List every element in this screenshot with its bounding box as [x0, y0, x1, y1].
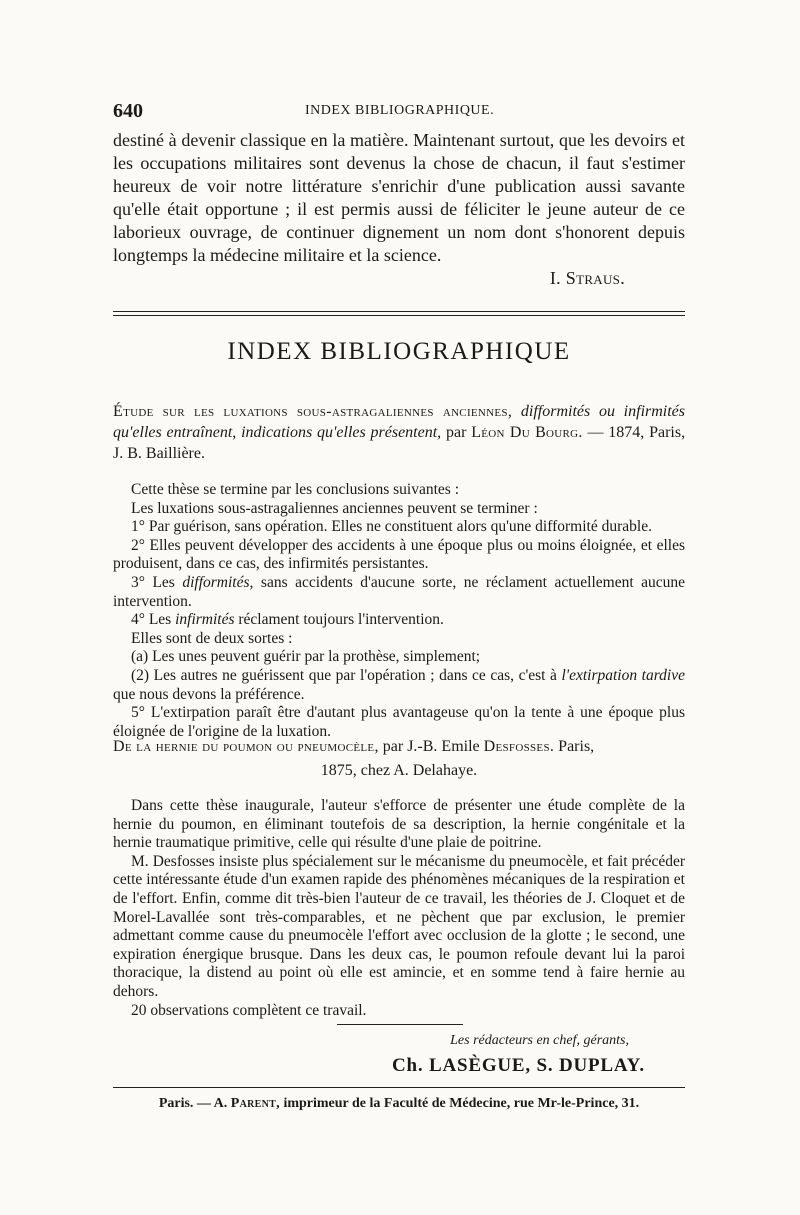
entry-1-title: Étude sur les luxations sous-astragaliennes anciennes, difformités ou infirmités qu'elles entraînent, indications qu'elles présentent, par Léon Du Bourg. — 1874, Paris, J. B. Baillière. [113, 403, 686, 462]
previous-review-ending [113, 129, 685, 267]
previous-review-signature: I. Straus. [549, 268, 625, 288]
entry-2-publication: 1875, chez A. Delahaye. [320, 762, 478, 779]
conclusion-4-b: (2) Les autres ne guérissent que par l'opération ; dans ce cas, c'est à l'extirpation tardive que nous devons la préférence. [113, 666, 685, 703]
conclusion-3: 3° Les difformités, sans accidents d'aucune sorte, ne réclament actuellement aucune intervention. [113, 573, 686, 610]
entry-1-intro: Cette thèse se termine par les conclusions suivantes : [131, 481, 459, 498]
conclusions-header: Les luxations sous-astragaliennes anciennes peuvent se terminer : [131, 499, 538, 517]
editors-label: Les rédacteurs en chef, gérants, [450, 1033, 629, 1048]
entry-2-paragraph-1: Dans cette thèse inaugurale, l'auteur s'efforce de présenter une étude complète de la hernie du poumon, en éliminant toutefois de sa description, la hernie congénitale et la hernie traumatique primitive, celle qui résulte d'une plaie de poitrine. [113, 797, 685, 852]
conclusion-4-sub: Elles sont de deux sortes : [131, 629, 293, 647]
conclusion-2: 2° Elles peuvent développer des accidents à une époque plus ou moins éloignée, et elles produisent, dans ce cas, des infirmités persistantes. [113, 536, 685, 573]
section-divider [113, 311, 685, 316]
running-title: INDEX BIBLIOGRAPHIQUE. [305, 103, 495, 118]
entry-1-body [113, 481, 685, 741]
previous-review-paragraph: destiné à devenir classique en la matière. Maintenant surtout, que les devoirs et les occupations militaires sont devenus la chose de chacun, il faut s'estimer heureux de voir notre littérature s'enrichir d'une publication aussi savante qu'elle était opportune ; il est permis aussi de féliciter le jeune auteur de ce laborieux ouvrage, de continuer dignement un nom dont s'honorent depuis longtemps la médecine militaire et la science. [113, 130, 685, 265]
printer-imprint: Paris. — A. Parent, imprimeur de la Faculté de Médecine, rue Mr-le-Prince, 31. [158, 1096, 640, 1111]
imprint-rule [113, 1087, 685, 1088]
section-heading: INDEX BIBLIOGRAPHIQUE [227, 338, 571, 365]
entry-2-title: De la hernie du poumon ou pneumocèle, par J.-B. Emile Desfosses. Paris, [113, 738, 595, 755]
conclusion-4: 4° Les infirmités réclament toujours l'intervention. [131, 611, 444, 629]
entry-1-author: Léon Du Bourg. [471, 424, 583, 441]
footer-rule [337, 1024, 463, 1025]
entry-2-paragraph-2: M. Desfosses insiste plus spécialement sur le mécanisme du pneumocèle, et fait précéder cette intéressante étude d'un examen rapide des phénomènes mécaniques de la respiration et de l'effort. Enfin, comme dit très-bien l'auteur de ce travail, les théories de J. Cloquet et de Morel-Lavallée sont très-comparables, et ne pèchent que par exclusion, le premier admettant comme cause du pneumocèle l'effort avec occlusion de la glotte ; le second, une expiration énergique brusque. Dans les deux cas, le poumon refoule devant lui la paroi thoracique, la distend au point où elle est amincie, et en somme tend à faire hernie au dehors. [113, 852, 685, 1000]
entry-2-body [113, 797, 685, 1020]
page-number: 640 [113, 100, 143, 122]
conclusion-1: 1° Par guérison, sans opération. Elles ne constituent alors qu'une difformité durable. [131, 518, 652, 536]
editors-names: Ch. LASÈGUE, S. DUPLAY. [392, 1055, 645, 1076]
running-head [113, 100, 685, 126]
entry-2-paragraph-3: 20 observations complètent ce travail. [131, 1001, 367, 1019]
conclusion-5: 5° L'extirpation paraît être d'autant plus avantageuse qu'on la tente à une époque plus éloignée de l'origine de la luxation. [113, 704, 685, 740]
conclusion-4-a: (a) Les unes peuvent guérir par la prothèse, simplement; [131, 648, 481, 666]
entry-2-author: Desfosses. [483, 738, 555, 755]
